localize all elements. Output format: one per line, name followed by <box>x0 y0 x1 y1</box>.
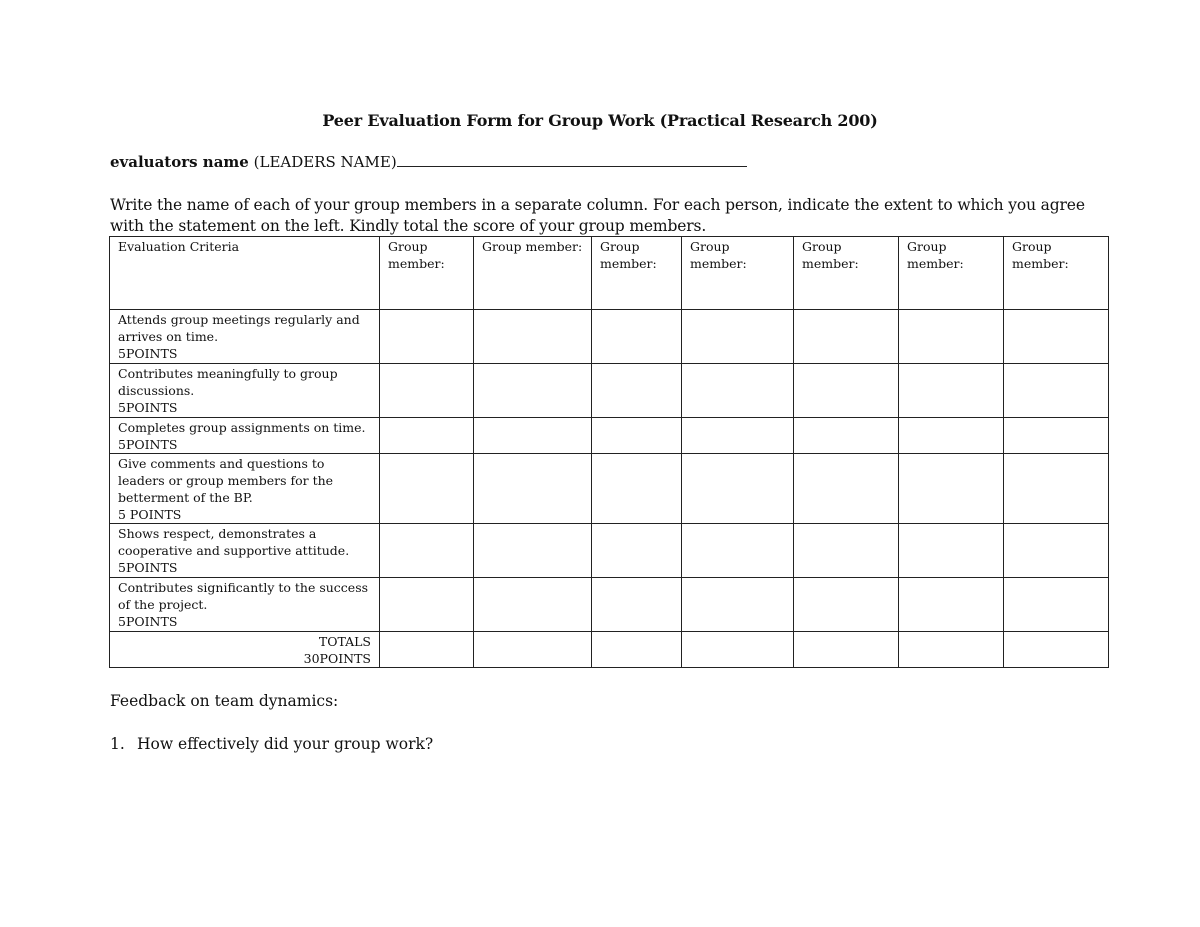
total-score-cell[interactable] <box>682 632 794 668</box>
criteria-cell <box>110 578 380 632</box>
criteria-text: Contributes meaningfully to group discussions. <box>118 366 338 398</box>
score-cell[interactable] <box>899 454 1004 524</box>
score-cell[interactable] <box>899 578 1004 632</box>
score-cell[interactable] <box>794 524 899 578</box>
table-row <box>110 524 1109 578</box>
table-row <box>110 418 1109 454</box>
total-score-cell[interactable] <box>1004 632 1109 668</box>
criteria-points: 5 POINTS <box>118 507 182 522</box>
score-cell[interactable] <box>682 454 794 524</box>
score-cell[interactable] <box>682 364 794 418</box>
criteria-cell <box>110 454 380 524</box>
score-cell[interactable] <box>474 418 592 454</box>
score-cell[interactable] <box>380 310 474 364</box>
score-cell[interactable] <box>794 578 899 632</box>
totals-row <box>110 632 1109 668</box>
evaluator-hint: (LEADERS NAME) <box>253 153 397 171</box>
score-cell[interactable] <box>682 524 794 578</box>
score-cell[interactable] <box>592 364 682 418</box>
score-cell[interactable] <box>474 454 592 524</box>
score-cell[interactable] <box>682 578 794 632</box>
score-cell[interactable] <box>592 310 682 364</box>
criteria-points: 5POINTS <box>118 400 178 415</box>
evaluator-label: evaluators name <box>110 153 249 171</box>
header-group-member-1[interactable]: Group member: <box>380 237 474 310</box>
score-cell[interactable] <box>899 524 1004 578</box>
totals-points: 30POINTS <box>303 651 371 666</box>
criteria-text: Attends group meetings regularly and arrives on time. <box>118 312 360 344</box>
evaluator-name-blank[interactable] <box>397 152 747 167</box>
total-score-cell[interactable] <box>592 632 682 668</box>
score-cell[interactable] <box>474 364 592 418</box>
table-header-row <box>110 237 1109 310</box>
score-cell[interactable] <box>380 524 474 578</box>
criteria-points: 5POINTS <box>118 346 178 361</box>
score-cell[interactable] <box>592 578 682 632</box>
score-cell[interactable] <box>682 310 794 364</box>
total-score-cell[interactable] <box>380 632 474 668</box>
score-cell[interactable] <box>1004 364 1109 418</box>
score-cell[interactable] <box>380 418 474 454</box>
table-row <box>110 454 1109 524</box>
totals-label: TOTALS <box>318 634 371 649</box>
score-cell[interactable] <box>592 524 682 578</box>
criteria-points: 5POINTS <box>118 437 178 452</box>
score-cell[interactable] <box>1004 418 1109 454</box>
score-cell[interactable] <box>380 454 474 524</box>
score-cell[interactable] <box>474 578 592 632</box>
total-score-cell[interactable] <box>474 632 592 668</box>
criteria-text: Shows respect, demonstrates a cooperative and supportive attitude. <box>118 526 350 558</box>
score-cell[interactable] <box>899 364 1004 418</box>
criteria-cell <box>110 364 380 418</box>
score-cell[interactable] <box>592 418 682 454</box>
instructions-paragraph: Write the name of each of your group members in a separate column. For each person, indicate the extent to which you agree with the statement on the left. Kindly total the score of your group members. <box>110 196 1085 235</box>
header-evaluation-criteria: Evaluation Criteria <box>110 237 380 310</box>
header-group-member-4[interactable]: Group member: <box>682 237 794 310</box>
header-group-member-7[interactable]: Group member: <box>1004 237 1109 310</box>
score-cell[interactable] <box>794 418 899 454</box>
score-cell[interactable] <box>592 454 682 524</box>
table-row <box>110 364 1109 418</box>
score-cell[interactable] <box>794 310 899 364</box>
header-group-member-3[interactable]: Group member: <box>592 237 682 310</box>
question-number: 1. <box>110 735 125 753</box>
header-group-member-2[interactable]: Group member: <box>474 237 592 310</box>
score-cell[interactable] <box>1004 524 1109 578</box>
criteria-text: Completes group assignments on time. <box>118 420 366 435</box>
score-cell[interactable] <box>474 524 592 578</box>
score-cell[interactable] <box>380 578 474 632</box>
score-cell[interactable] <box>899 418 1004 454</box>
header-group-member-6[interactable]: Group member: <box>899 237 1004 310</box>
score-cell[interactable] <box>794 364 899 418</box>
score-cell[interactable] <box>1004 578 1109 632</box>
total-score-cell[interactable] <box>899 632 1004 668</box>
criteria-cell <box>110 524 380 578</box>
header-group-member-5[interactable]: Group member: <box>794 237 899 310</box>
totals-cell <box>110 632 380 668</box>
table-row <box>110 310 1109 364</box>
criteria-points: 5POINTS <box>118 560 178 575</box>
criteria-cell <box>110 418 380 454</box>
criteria-points: 5POINTS <box>118 614 178 629</box>
document-title: Peer Evaluation Form for Group Work (Practical Research 200) <box>322 111 878 130</box>
score-cell[interactable] <box>474 310 592 364</box>
question-text: How effectively did your group work? <box>137 735 434 753</box>
evaluator-name-line <box>110 152 747 171</box>
score-cell[interactable] <box>794 454 899 524</box>
score-cell[interactable] <box>380 364 474 418</box>
feedback-heading: Feedback on team dynamics: <box>110 692 339 710</box>
criteria-cell <box>110 310 380 364</box>
score-cell[interactable] <box>1004 454 1109 524</box>
peer-evaluation-table <box>109 236 1109 668</box>
feedback-question <box>110 735 433 753</box>
score-cell[interactable] <box>682 418 794 454</box>
total-score-cell[interactable] <box>794 632 899 668</box>
criteria-text: Give comments and questions to leaders or group members for the betterment of the BP. <box>118 456 334 505</box>
score-cell[interactable] <box>899 310 1004 364</box>
table-row <box>110 578 1109 632</box>
criteria-text: Contributes significantly to the success of the project. <box>118 580 369 612</box>
score-cell[interactable] <box>1004 310 1109 364</box>
